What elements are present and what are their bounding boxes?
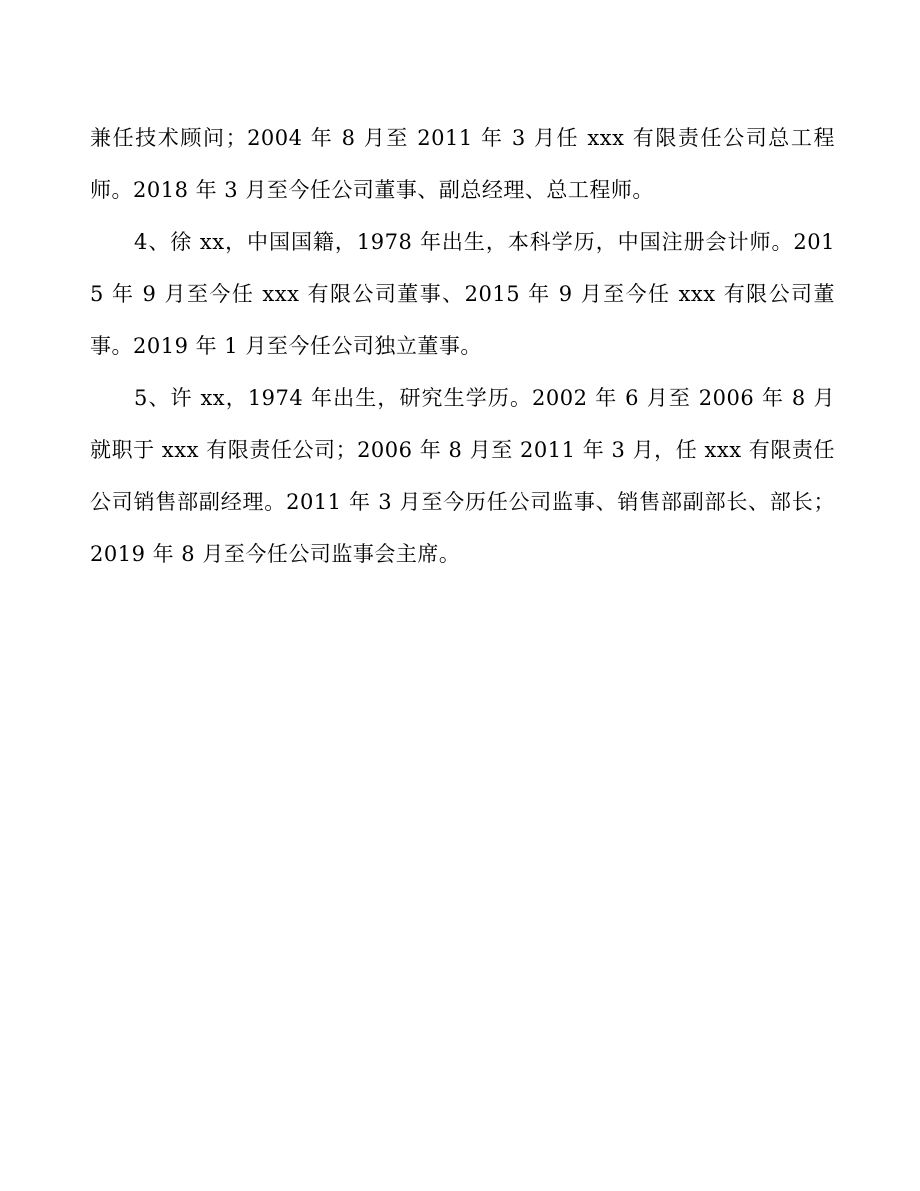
document-body [90, 112, 835, 580]
paragraph-item-5: 5、许 xx，1974 年出生，研究生学历。2002 年 6 月至 2006 年 8 月就职于 xxx 有限责任公司；2006 年 8 月至 2011 年 3 月，任 xxx 有限责任公司销售部副经理。2011 年 3 月至今历任公司监事、销售部副部长、部长；2019 年 8 月至今任公司监事会主席。 [90, 386, 835, 566]
paragraph-item-4: 4、徐 xx，中国国籍，1978 年出生，本科学历，中国注册会计师。2015 年 9 月至今任 xxx 有限公司董事、2015 年 9 月至今任 xxx 有限公司董事。2019 年 1 月至今任公司独立董事。 [90, 230, 835, 358]
paragraph-continuation: 兼任技术顾问；2004 年 8 月至 2011 年 3 月任 xxx 有限责任公司总工程师。2018 年 3 月至今任公司董事、副总经理、总工程师。 [90, 126, 835, 202]
